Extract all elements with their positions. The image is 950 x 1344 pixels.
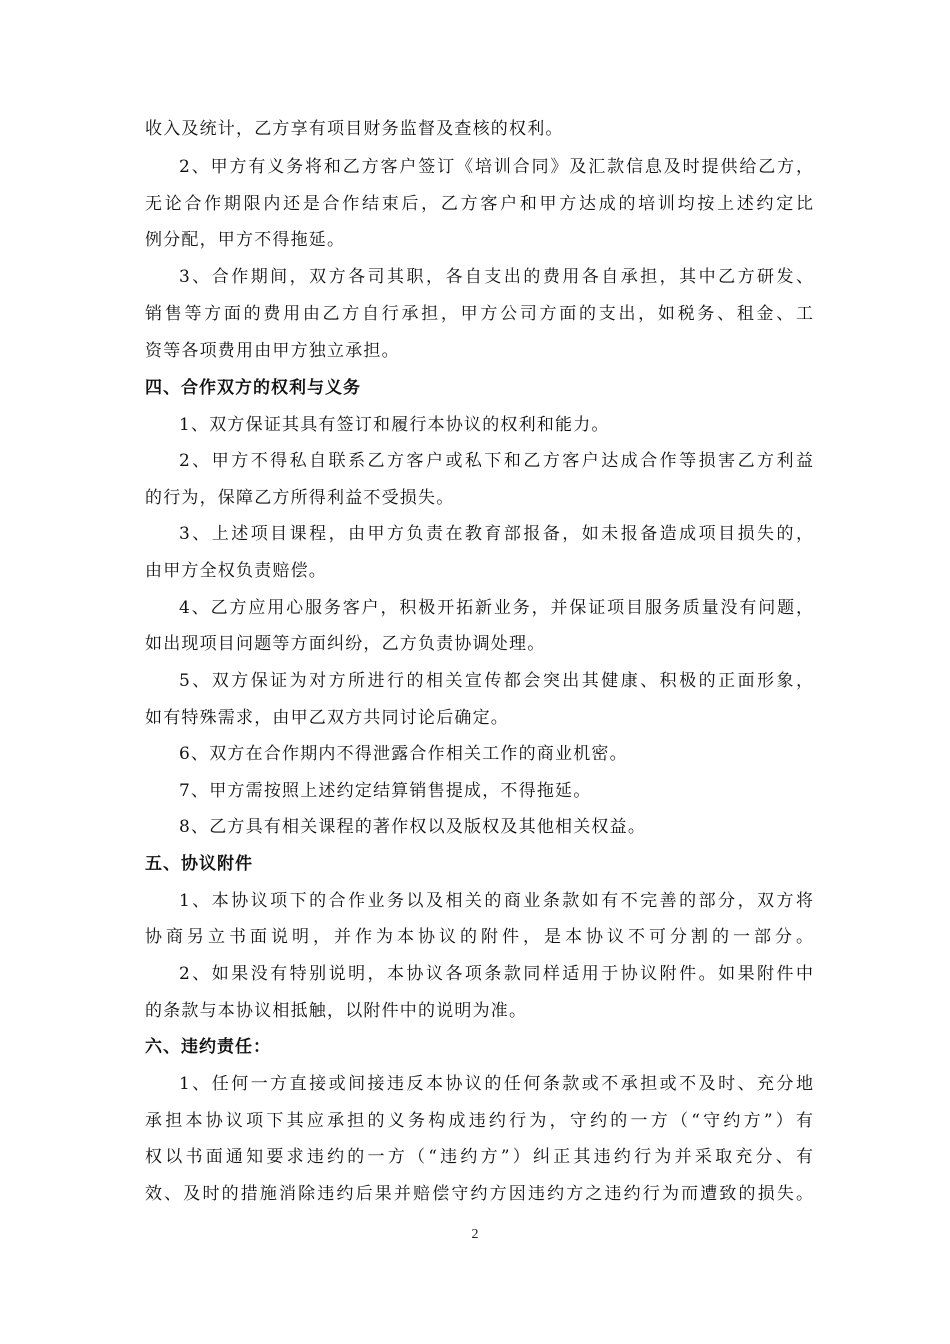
text-line: 1、本协议项下的合作业务以及相关的商业条款如有不完善的部分，双方将 bbox=[179, 891, 813, 911]
text-line: 7、甲方需按照上述约定结算销售提成，不得拖延。 bbox=[179, 781, 592, 801]
text-line: 收入及统计，乙方享有项目财务监督及查核的权利。 bbox=[145, 119, 564, 139]
text-line: 2、如果没有特别说明，本协议各项条款同样适用于协议附件。如果附件中 bbox=[179, 964, 813, 984]
text-line: 如有特殊需求，由甲乙双方共同讨论后确定。 bbox=[145, 708, 509, 728]
text-line: 2、甲方不得私自联系乙方客户或私下和乙方客户达成合作等损害乙方利益 bbox=[179, 451, 813, 471]
text-line: 效、及时的措施消除违约后果并赔偿守约方因违约方之违约行为而遭致的损失。 bbox=[145, 1184, 813, 1204]
text-line: 的条款与本协议相抵触，以附件中的说明为准。 bbox=[145, 1001, 528, 1021]
text-line: 权以书面通知要求违约的一方（“违约方”）纠正其违约行为并采取充分、有 bbox=[145, 1147, 813, 1167]
text-line: 3、合作期间，双方各司其职，各自支出的费用各自承担，其中乙方研发、 bbox=[179, 267, 813, 287]
text-line: 3、上述项目课程，由甲方负责在教育部报备，如未报备造成项目损失的， bbox=[179, 524, 813, 544]
text-line: 由甲方全权负责赔偿。 bbox=[145, 561, 327, 581]
text-line: 承担本协议项下其应承担的义务构成违约行为，守约的一方（“守约方”）有 bbox=[145, 1111, 813, 1131]
text-line: 2、甲方有义务将和乙方客户签订《培训合同》及汇款信息及时提供给乙方， bbox=[179, 157, 813, 177]
text-line: 例分配，甲方不得拖延。 bbox=[145, 230, 346, 250]
text-line: 1、双方保证其具有签订和履行本协议的权利和能力。 bbox=[179, 415, 610, 435]
text-line: 8、乙方具有相关课程的著作权以及版权及其他相关权益。 bbox=[179, 817, 647, 837]
text-line: 4、乙方应用心服务客户，积极开拓新业务，并保证项目服务质量没有问题， bbox=[179, 598, 813, 618]
text-line: 的行为，保障乙方所得利益不受损失。 bbox=[145, 488, 455, 508]
text-line: 资等各项费用由甲方独立承担。 bbox=[145, 341, 400, 361]
text-line: 如出现项目问题等方面纠纷，乙方负责协调处理。 bbox=[145, 634, 546, 654]
text-line: 1、任何一方直接或间接违反本协议的任何条款或不承担或不及时、充分地 bbox=[179, 1074, 813, 1094]
section-heading: 六、违约责任： bbox=[145, 1037, 271, 1057]
section-heading: 五、协议附件 bbox=[145, 854, 253, 874]
text-line: 6、双方在合作期内不得泄露合作相关工作的商业机密。 bbox=[179, 744, 628, 764]
text-line: 5、双方保证为对方所进行的相关宣传都会突出其健康、积极的正面形象， bbox=[179, 671, 813, 691]
text-line: 销售等方面的费用由乙方自行承担，甲方公司方面的支出，如税务、租金、工 bbox=[145, 304, 813, 324]
text-line: 协商另立书面说明，并作为本协议的附件，是本协议不可分割的一部分。 bbox=[145, 927, 813, 947]
section-heading: 四、合作双方的权利与义务 bbox=[145, 378, 361, 398]
page-number: 2 bbox=[471, 1227, 479, 1242]
text-line: 无论合作期限内还是合作结束后，乙方客户和甲方达成的培训均按上述约定比 bbox=[145, 194, 813, 214]
